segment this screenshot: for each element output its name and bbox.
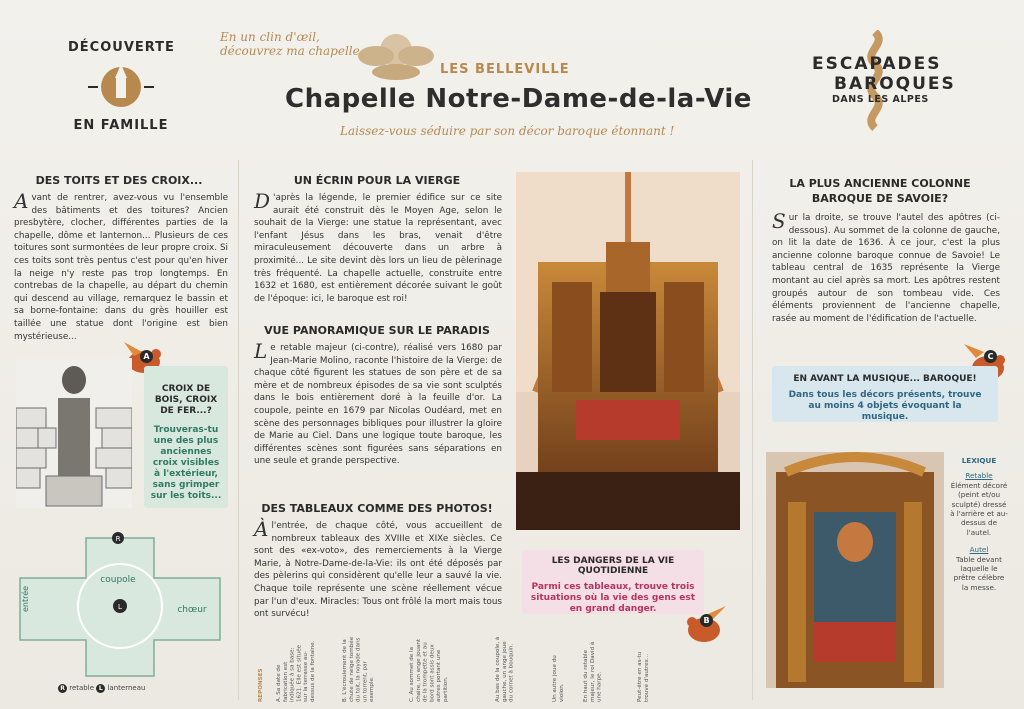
answers-title: RÉPONSES [258,668,264,702]
section-text-toits [14,189,228,343]
answer-item: A. Sa date de fabrication est indiquée à sa base: 1621. Elle est située sur la terrasse au-dessus de la fontaine. [275,640,316,702]
glossary-title: LEXIQUE [961,456,997,465]
plan-l-marker: L [118,603,122,611]
marker-a: A [140,350,153,363]
answer-item: C. Au sommet de la chaire, un ange jouant de la trompette et au bord sont assis deux autres portant une partition. [408,638,449,702]
drop-cap: S [772,209,786,233]
answer-item: Un autre joue du violon. [551,655,565,702]
section-text-ecrin [254,189,502,305]
drop-cap: À [254,517,269,541]
section-heading-panoramique: VUE PANORAMIQUE SUR LE PARADIS [264,324,490,337]
quiz-box-dangers [522,550,704,614]
plan-coupole-label: coupole [100,575,136,585]
tagline-line2: découvrez ma chapelle [220,44,360,58]
logo-right-line2: BAROQUES [834,74,956,94]
decouverte-en-famille-logo [68,34,174,140]
glossary-def-autel: Table devant laquelle le prêtre célèbre la messe. [953,554,1005,592]
drop-cap: A [14,189,29,213]
column-separator [752,160,753,700]
legend-l-text: lanterneau [107,684,146,692]
logo-right-line1: ESCAPADES [812,54,942,74]
plan-choeur-label: chœur [177,605,207,615]
marker-c: C [984,350,997,363]
statue-photo [16,358,132,508]
plan-legend [58,684,145,693]
section-heading-colonne: LA PLUS ANCIENNE COLONNE BAROQUE DE SAVOIE? [789,177,971,205]
logo-left-bottom-text: EN FAMILLE [73,118,169,133]
apostles-altar-illustration [766,452,944,688]
quiz-text-croix: Trouveras-tu une des plus anciennes croix visibles à l'extérieur, sans grimper sur les toits... [150,425,222,501]
column-separator [238,160,239,700]
quiz-text-dangers: Parmi ces tableaux, trouve trois situations où la vie des gens est en grand danger. [530,582,696,614]
apostles-altar-photo [766,452,944,688]
plan-entree-label: entrée [21,585,30,612]
quiz-text-musique: Dans tous les décors présents, trouve au moins 4 objets évoquant la musique. [788,390,982,422]
answer-item: Au bas de la coupole, à gauche, un ange joue du cornet à bouquin. [495,636,515,702]
chapel-floor-plan [14,528,226,678]
quiz-box-croix [144,366,228,508]
section-body: e retable majeur (ci-contre), réalisé vers 1680 par Jean-Marie Molino, raconte l'histoire de la Vierge: de chaque côté figurent les statues de son père et de sa mère et de nombreux épisodes de sa vie sont sculptés dans le bois entièrement doré à la feuille d'or. La coupole, peinte en 1679 par Nicolas Oudéard, met en scène des personnages bibliques pour illustrer la gloire de Marie au Ciel. Dans une logique toute baroque, les différentes scènes sont figurées sans séparations en une seule et grande perspective. [254,343,502,467]
section-text-tableaux [254,517,502,621]
section-text-colonne [772,209,1000,325]
section-body: vant de rentrer, avez-vous vu l'ensemble des bâtiments et des toitures? Ancien presbytère, clocher, différentes parties de la chapelle, dôme et lanternon... Plusieurs de ces toitures sont surmontées de leur propre croix. Si ces toits sont très pentus c'est pour qu'en hiver la neige n'y reste pas trop longtemps. En contrebas de la chapelle, au départ du chemin qui descend au village, remarquez le bassin et sa borne-fontaine: dans du grès houiller est taillée une statue dont l'origine est bien mystérieuse... [14,193,228,342]
section-body: ur la droite, se trouve l'autel des apôtres (ci-dessous). Au sommet de la colonne de gauche, on lit la date de 1636. À ce jour, c'est la plus ancienne colonne baroque connue de Savoie! Le tableau central de 1635 représente la Vierge montant au ciel après sa mort. Les apôtres restent groupés autour de son tombeau vide. Ces éléments proviennent de l'ancienne chapelle, rasée au moment de l'édification de l'actuelle. [772,213,1000,324]
escapades-baroques-logo [812,54,982,105]
answers-strip [258,636,698,704]
drop-cap: D [254,189,271,213]
glossary-term-autel: Autel [969,545,989,555]
drop-cap: L [254,339,268,363]
answer-item: B. L'écroulement de la chute de neige tombée du toit, la noyade dans un torrent, par exemple. [342,636,376,702]
glossary [950,456,1008,592]
section-heading-tableaux: DES TABLEAUX COMME DES PHOTOS! [261,502,493,515]
page-subtitle: Laissez-vous séduire par son décor baroque étonnant ! [340,124,675,138]
plan-r-marker: R [115,535,121,543]
quiz-box-musique [772,366,998,422]
legend-r-text: retable [69,684,94,692]
marker-b: B [700,614,713,627]
section-heading-ecrin: UN ÉCRIN POUR LA VIERGE [293,174,461,187]
section-text-panoramique [254,339,502,468]
statue-fountain-illustration [16,358,132,508]
section-body: 'après la légende, le premier édifice sur ce site aurait été construit dès le Moyen Age, selon le souhait de la Vierge: une statue la représentant, avec l'enfant Jésus dans les bras, venait d'être miraculeusement découverte dans un arbre à proximité... Le site devint dès lors un lieu de pèlerinage très fréquenté. La chapelle actuelle, construite entre 1632 et 1680, est entièrement décorée suivant le goût de l'époque: ici, le baroque est roi! [254,193,502,304]
legend-r-badge: R [58,684,67,693]
tagline [220,30,360,58]
quiz-title-musique: EN AVANT LA MUSIQUE... BAROQUE! [793,374,977,384]
glossary-term-retable: Retable [965,471,993,481]
section-heading-toits: DES TOITS ET DES CROIX... [35,174,203,187]
logo-left-top-text: DÉCOUVERTE [68,40,175,55]
cherub-icon [356,22,436,84]
tagline-line1: En un clin d'œil, [220,30,320,44]
section-body: l'entrée, de chaque côté, vous accueillent de nombreux tableaux des XVIIIe et XIXe siècles. Ce sont des «ex-voto», des remerciements à la Vierge Marie, à Notre-Dame-de-la-Vie: ils ont été déposés par des pèlerins qui considèrent qu'elle leur a sauvé la vie. Chaque toile représente une scène réellement vécue par l'un d'eux. Miracles: Tous ont frôlé la mort mais tous ont survécu! [254,521,502,620]
altarpiece-photo [516,172,740,530]
answer-item: En haut du retable majeur, le roi David à une harpe. [582,641,603,702]
altarpiece-illustration [516,172,740,530]
answer-item: Peut-être en as-tu trouvé d'autres... [637,651,650,702]
logo-right-line3: DANS LES ALPES [832,94,929,105]
quiz-title-dangers: LES DANGERS DE LA VIE QUOTIDIENNE [551,556,675,576]
quiz-title-croix: CROIX DE BOIS, CROIX DE FER...? [154,384,218,416]
glossary-def-retable: Élément décoré (peint et/ou sculpté) dressé à l'arrière et au-dessus de l'autel. [950,480,1008,537]
brand-name: LES BELLEVILLE [440,62,570,77]
page-title: Chapelle Notre-Dame-de-la-Vie [285,84,752,114]
legend-l-badge: L [96,684,105,693]
